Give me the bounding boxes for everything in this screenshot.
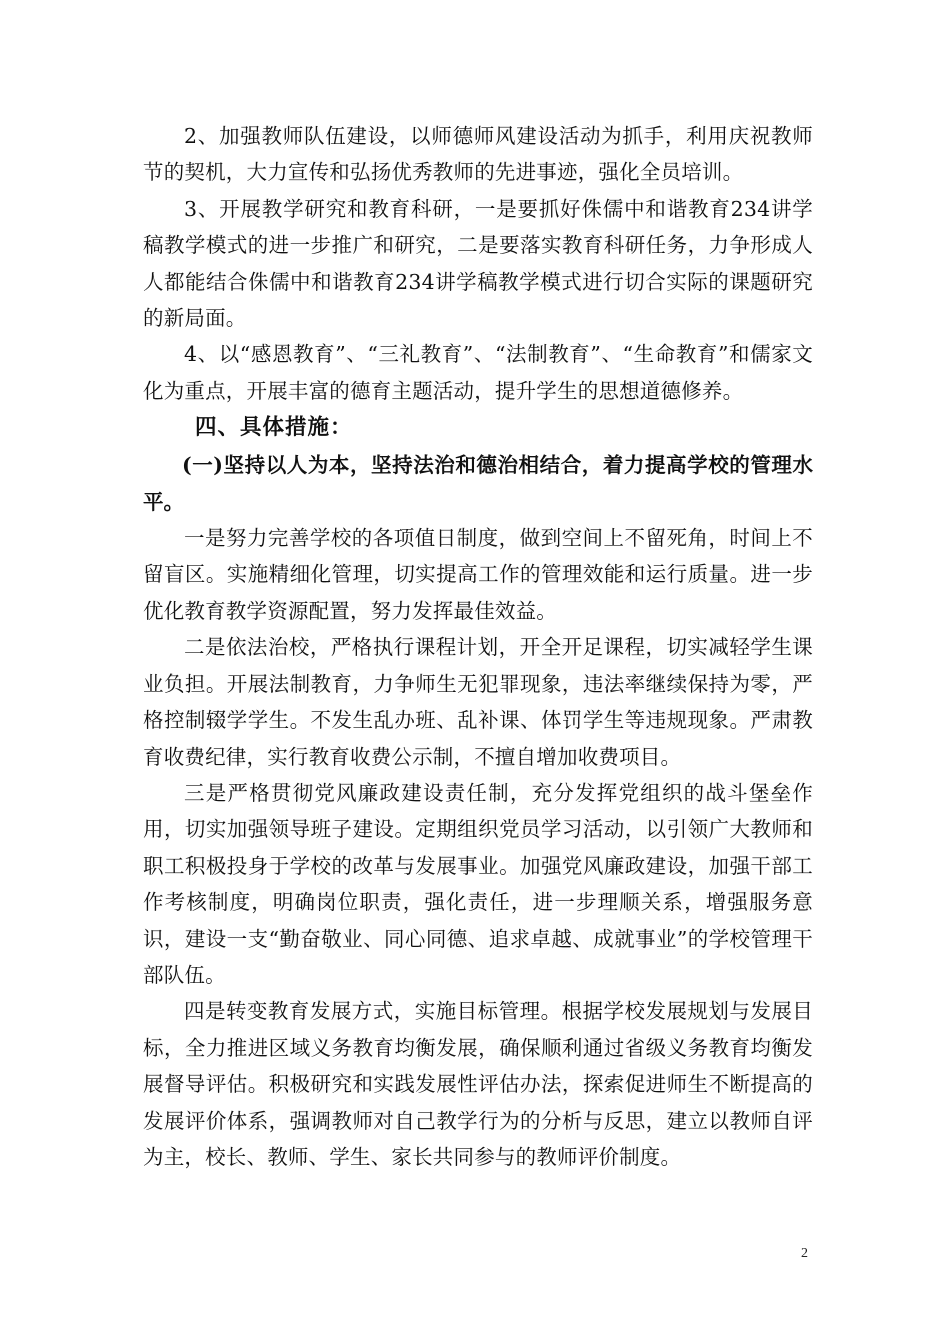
page-number: 2 xyxy=(801,1246,808,1261)
paragraph-teacher-team: 2、加强教师队伍建设，以师德师风建设活动为抓手，利用庆祝教师节的契机，大力宣传和弘扬优秀教师的先进事迹，强化全员培训。 xyxy=(143,124,813,185)
page-body xyxy=(143,118,813,1175)
paragraph-duty-system: 一是努力完善学校的各项值日制度，做到空间上不留死角，时间上不留盲区。实施精细化管理，切实提高工作的管理效能和运行质量。进一步优化教育教学资源配置，努力发挥最佳效益。 xyxy=(143,526,813,623)
paragraph-target-management: 四是转变教育发展方式，实施目标管理。根据学校发展规划与发展目标，全力推进区域义务教育均衡发展，确保顺利通过省级义务教育均衡发展督导评估。积极研究和实践发展性评估办法，探索促进师生不断提高的发展评价体系，强调教师对自己教学行为的分析与反思，建立以教师自评为主，校长、教师、学生、家长共同参与的教师评价制度。 xyxy=(143,999,813,1169)
section-heading: 四、具体措施： xyxy=(195,415,353,441)
paragraph-party-building: 三是严格贯彻党风廉政建设责任制，充分发挥党组织的战斗堡垒作用，切实加强领导班子建设。定期组织党员学习活动，以引领广大教师和职工积极投身于学校的改革与发展事业。加强党风廉政建设，加强干部工作考核制度，明确岗位职责，强化责任，进一步理顺关系，增强服务意识，建设一支“勤奋敬业、同心同德、追求卓越、成就事业”的学校管理干部队伍。 xyxy=(143,780,813,987)
paragraph-research: 3、开展教学研究和教育科研，一是要抓好侏儒中和谐教育234讲学稿教学模式的进一步推广和研究，二是要落实教育科研任务，力争形成人人都能结合侏儒中和谐教育234讲学稿教学模式进行切合实际的课题研究的新局面。 xyxy=(143,196,813,331)
paragraph-rule-of-law: 二是依法治校，严格执行课程计划，开全开足课程，切实减轻学生课业负担。开展法制教育，力争师生无犯罪现象，违法率继续保持为零，严格控制辍学学生。不发生乱办班、乱补课、体罚学生等违规现象。严肃教育收费纪律，实行教育收费公示制，不擅自增加收费项目。 xyxy=(143,635,813,769)
paragraph-moral-education: 4、以“感恩教育”、“三礼教育”、“法制教育”、“生命教育”和儒家文化为重点，开展丰富的德育主题活动，提升学生的思想道德修养。 xyxy=(143,342,813,403)
subsection-heading: (一)坚持以人为本，坚持法治和德治相结合，着力提高学校的管理水平。 xyxy=(143,453,813,514)
